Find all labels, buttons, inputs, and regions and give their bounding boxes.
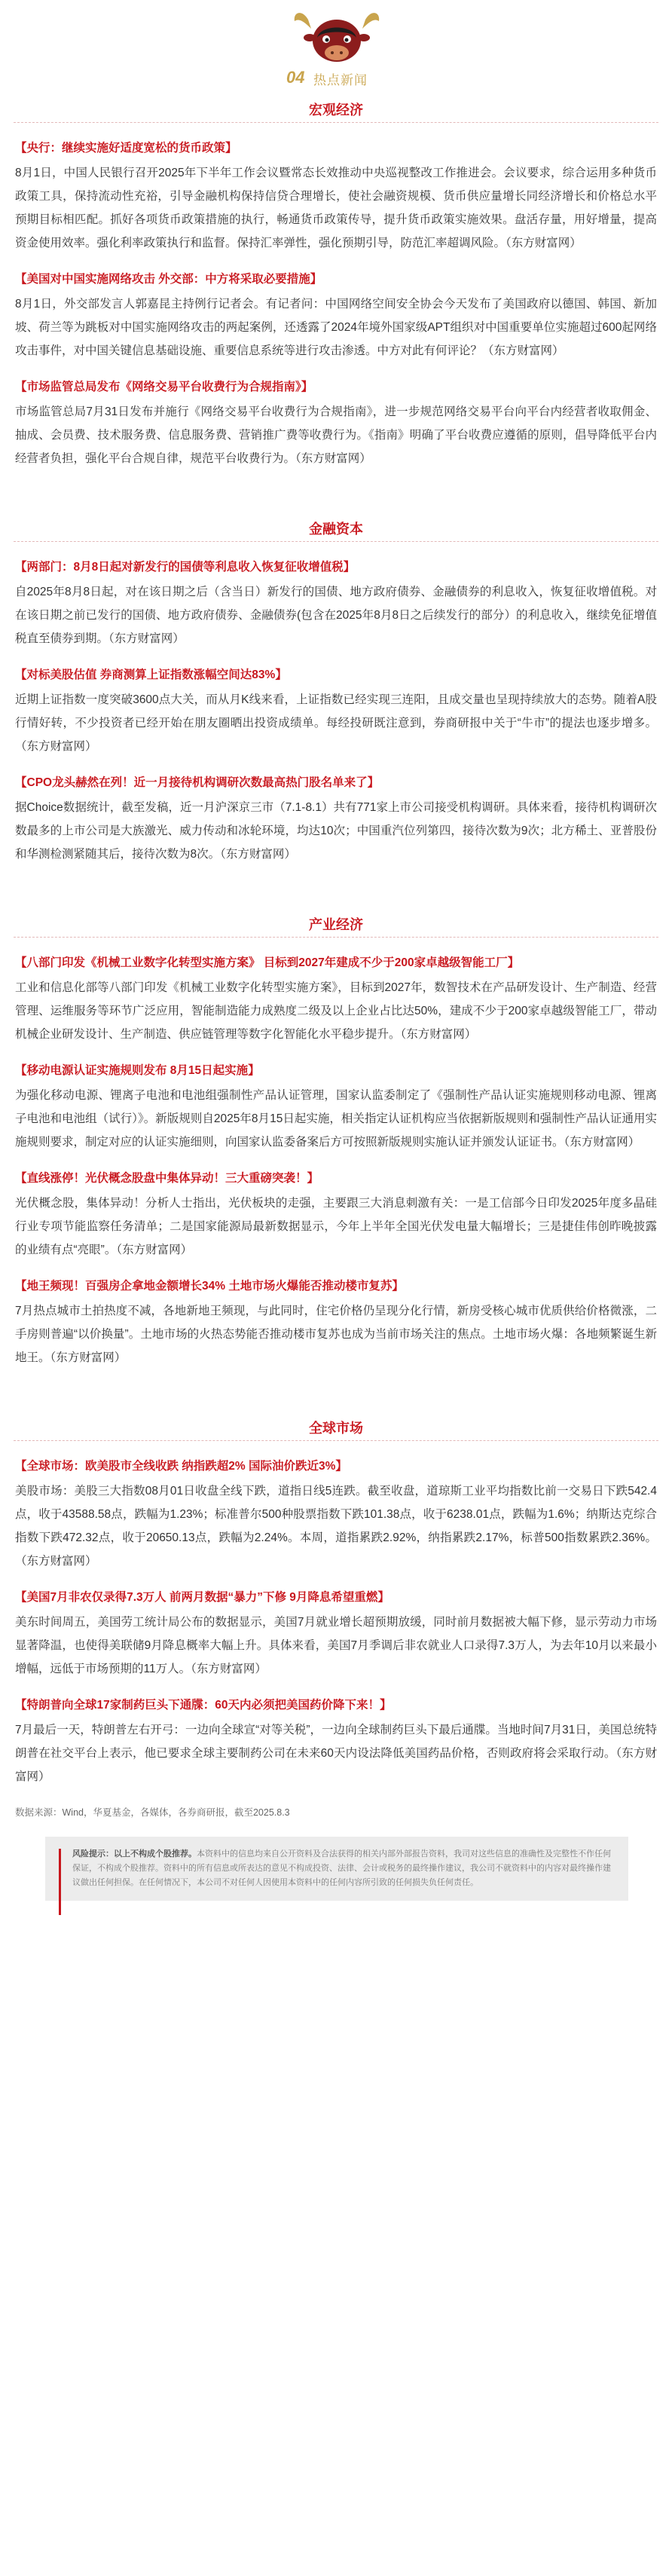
news-body: 8月1日，外交部发言人郭嘉昆主持例行记者会。有记者问：中国网络空间安全协会今天发布了美国政府以德国、韩国、新加坡、荷兰等为跳板对中国实施网络攻击的两起案例，还透露了2024年境外国家级APT组织对中国重要单位实施超过600起网络攻击事件，对中国关键信息基础设施、重要信息系统等进行攻击渗透。中方对此有何评论？（东方财富网） [15,298,657,357]
news-item [0,1458,672,1573]
category-header [0,508,672,543]
news-body: 美东时间周五，美国劳工统计局公布的数据显示，美国7月就业增长超预期放缓，同时前月数据被大幅下修，显示劳动力市场显著降温，也使得美联储9月降息概率大幅上升。具体来看，美国7月季调后非农就业人口录得7.3万人，为去年10月以来最小增幅，远低于市场预期的11万人。（东方财富网） [15,1616,657,1675]
news-body: 为强化移动电源、锂离子电池和电池组强制性产品认证管理，国家认监委制定了《强制性产品认证实施规则移动电源、锂离子电池和电池组（试行）》。新版规则自2025年8月15日起实施，相关指定认证机构应当依据新版规则和强制性产品认证通用实施规则要求，制定对应的认证实施细则，向国家认监委备案后方可按照新版规则实施认证并颁发认证证书。（东方财富网） [15,1089,657,1149]
news-body: 美股市场：美股三大指数08月01日收盘全线下跌，道指日线5连跌。截至收盘，道琼斯工业平均指数比前一交易日下跌542.4点，收于43588.58点，跌幅为1.23%；标准普尔500种股票指数下跌101.38点，收于6238.01点，跌幅为1.6%；纳斯达克综合指数下跌472.32点，收于20650.13点，跌幅为2.24%。本周，道指累跌2.92%，纳指累跌2.17%，标普500指数累跌2.36%。（东方财富网） [15,1485,657,1568]
news-item [0,1278,672,1369]
news-title: 【CPO龙头赫然在列！近一月接待机构调研次数最高热门股名单来了】 [15,776,380,789]
category-title: 全球市场 [309,1421,363,1436]
divider [14,937,658,938]
news-item [0,1063,672,1154]
news-item [0,271,672,363]
news-item [0,140,672,255]
news-body: 近期上证指数一度突破3600点大关，而从月K线来看，上证指数已经实现三连阳，且成交量也呈现持续放大的态势。随着A股行情好转，不少投资者已经开始在朋友圈晒出投资成绩单。每经投研既注意到，券商研报中关于“牛市”的提法也逐步增多。（东方财富网） [15,693,657,753]
divider [14,541,658,542]
news-body: 8月1日，中国人民银行召开2025年下半年工作会议暨常态长效推动中央巡视整改工作推进会。会议要求，综合运用多种货币政策工具，保持流动性充裕，引导金融机构保持信贷合理增长，使社会融资规模、货币供应量增长同经济增长和价格总水平预期目标相匹配。抓好各项货币政策措施的执行，畅通货币政策传导，提升货币政策实施效果。盘活存量，用好增量，提高资金使用效率。强化利率政策执行和监督。保持汇率弹性，强化预期引导，防范汇率超调风险。（东方财富网） [15,167,657,249]
section-label: 热点新闻 [313,73,368,87]
news-body: 自2025年8月8日起，对在该日期之后（含当日）新发行的国债、地方政府债券、金融债券的利息收入，恢复征收增值税。对在该日期之前已发行的国债、地方政府债券、金融债券(包含在2025年8月8日之后续发行的部分）的利息收入，继续免征增值税直至债券到期。（东方财富网） [15,586,657,645]
divider [14,1440,658,1441]
news-title: 【八部门印发《机械工业数字化转型实施方案》 目标到2027年建成不少于200家卓越级智能工厂】 [15,956,520,969]
news-title: 【市场监管总局发布《网络交易平台收费行为合规指南》】 [15,381,313,393]
disclaimer-lead: 风险提示：以上不构成个股推荐。 [72,1849,197,1859]
news-title: 【美国7月非农仅录得7.3万人 前两月数据“暴力”下修 9月降息希望重燃】 [15,1591,389,1604]
section-header [0,0,672,89]
category-header [0,1407,672,1442]
news-item [0,667,672,758]
news-body: 7月最后一天，特朗普左右开弓：一边向全球宣“对等关税”，一边向全球制药巨头下最后通牒。当地时间7月31日，美国总统特朗普在社交平台上表示，他已要求全球主要制药公司在未来60天内设法降低美国药品价格，否则政府将会采取行动。（东方财富网） [15,1724,657,1783]
news-title: 【美国对中国实施网络攻击 外交部：中方将采取必要措施】 [15,273,322,286]
news-title: 【地王频现！百强房企拿地金额增长34% 土地市场火爆能否推动楼市复苏】 [15,1280,404,1293]
news-title: 【移动电源认证实施规则发布 8月15日起实施】 [15,1064,260,1077]
news-title: 【全球市场：欧美股市全线收跌 纳指跌超2% 国际油价跌近3%】 [15,1460,347,1473]
news-title: 【直线涨停！光伏概念股盘中集体异动！三大重磅突袭！】 [15,1172,319,1185]
news-body: 7月热点城市土拍热度不减，各地新地王频现，与此同时，住宅价格仍呈现分化行情，新房受核心城市优质供给价格微涨，二手房则普遍“以价换量”。土地市场的火热态势能否推动楼市复苏也成为当前市场关注的焦点。土地市场火爆：各地频繁诞生新地王。（东方财富网） [15,1305,657,1364]
data-source: 数据来源：Wind，华夏基金，各媒体，各券商研报，截至2025.8.3 [15,1807,290,1818]
news-item [0,955,672,1046]
news-body: 市场监管总局7月31日发布并施行《网络交易平台收费行为合规指南》，进一步规范网络交易平台向平台内经营者收取佣金、抽成、会员费、技术服务费、信息服务费、营销推广费等收费行为。《指南》明确了平台收费应遵循的原则，倡导降低平台内经营者负担，强化平台合规自律，规范平台收费行为。（东方财富网） [15,405,657,465]
news-item [0,1170,672,1262]
news-title: 【央行：继续实施好适度宽松的货币政策】 [15,142,237,154]
news-item [0,1589,672,1681]
category-title: 宏观经济 [309,102,363,118]
ox-head-icon [292,8,382,66]
news-item [0,379,672,470]
section-number: 04 [286,68,305,87]
category-title: 产业经济 [309,917,363,932]
disclaimer-body: 本资料中的信息均来自公开资料及合法获得的相关内部外部报告资料，我司对这些信息的准确性及完整性不作任何保证，不构成个股推荐。资料中的所有信息或所表达的意见不构成投资、法律、会计或税务的最终操作建议，我公司不就资料中的内容对最终操作建议做出任何担保。在任何情况下，本公司不对任何人因使用本资料中的任何内容所引致的任何损失负任何责任。 [72,1849,611,1887]
news-title: 【对标美股估值 券商测算上证指数涨幅空间达83%】 [15,668,287,681]
news-body: 光伏概念股，集体异动！分析人士指出，光伏板块的走强，主要跟三大消息刺激有关：一是工信部今日印发2025年度多晶硅行业专项节能监察任务清单；二是国家能源局最新数据显示，今年上半年全国光伏发电量大幅增长；三是捷佳伟创昨晚披露的业绩有点“亮眼”。（东方财富网） [15,1197,657,1256]
category-header [0,89,672,124]
disclaimer-accent-bar [59,1849,61,1915]
news-item [0,559,672,650]
news-title: 【两部门：8月8日起对新发行的国债等利息收入恢复征收增值税】 [15,561,356,574]
news-item [0,775,672,866]
news-item [0,1697,672,1788]
news-body: 据Choice数据统计，截至发稿，近一月沪深京三市（7.1-8.1）共有771家上市公司接受机构调研。具体来看，接待机构调研次数最多的上市公司是大族激光、威力传动和冰轮环境，均达10次；中国重汽位列第四，接待次数为9次；北方稀土、亚普股份和华测检测紧随其后，接待次数为8次。（东方财富网） [15,801,657,861]
news-title: 【特朗普向全球17家制药巨头下通牒：60天内必须把美国药价降下来！】 [15,1699,392,1712]
category-header [0,904,672,938]
divider [14,122,658,123]
news-body: 工业和信息化部等八部门印发《机械工业数字化转型实施方案》，目标到2027年，数智技术在产品研发设计、生产制造、经营管理、运维服务等环节广泛应用，智能制造能力成熟度二级及以上企业占比达50%，建成不少于200家卓越级智能工厂，带动机械企业研发设计、生产制造、供应链管理等数字化智能化水平稳步提升。（东方财富网） [15,981,657,1041]
category-title: 金融资本 [309,522,363,537]
risk-disclaimer [45,1837,628,1901]
